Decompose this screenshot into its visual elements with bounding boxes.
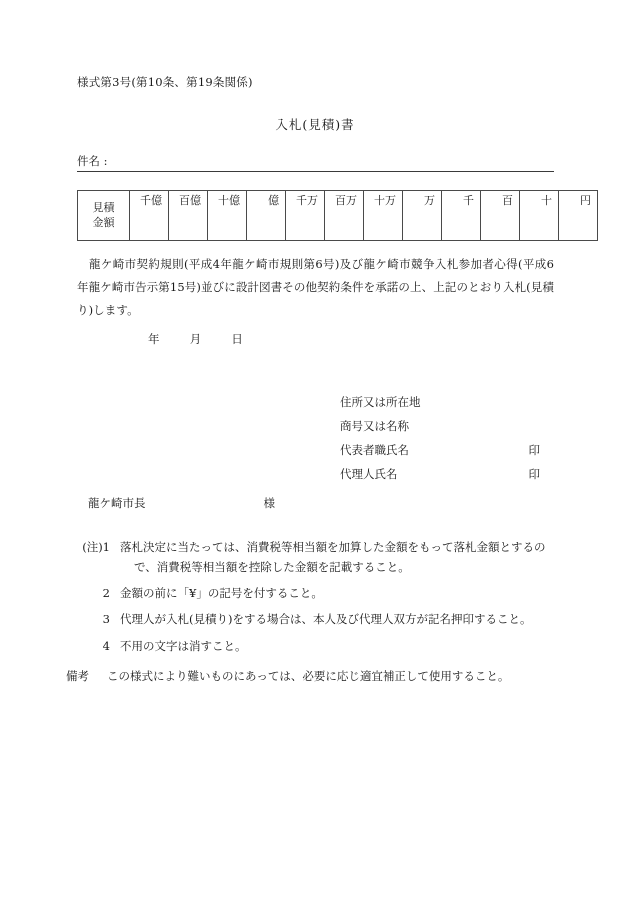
- amount-cell-juu-man[interactable]: [364, 191, 403, 241]
- unit-label-oku: 億: [268, 194, 279, 207]
- table-row: [78, 191, 598, 241]
- note-marker-4: 4: [102, 638, 110, 653]
- signature-row-agent[interactable]: [340, 462, 554, 486]
- unit-label-juu: 十: [541, 194, 552, 207]
- amount-cell-sen-man[interactable]: [286, 191, 325, 241]
- addressee-name: 龍ケ崎市長: [88, 496, 146, 510]
- amount-row-header-line1: 見積: [92, 200, 115, 214]
- note-body-4: [120, 636, 566, 656]
- note-item-4: [66, 636, 566, 656]
- note-text-1: 落札決定に当たっては、消費税等相当額を加算した金額をもって落札金額とするの: [120, 540, 546, 554]
- note-item-1: [66, 537, 566, 577]
- amount-cell-hyaku-man[interactable]: [325, 191, 364, 241]
- amount-cell-juu-oku[interactable]: [208, 191, 247, 241]
- subject-label: 件名 :: [77, 154, 108, 168]
- note-item-3: [66, 609, 566, 629]
- bid-amount-table: [77, 190, 598, 241]
- date-line: [148, 331, 243, 347]
- unit-label-sen-oku: 千億: [140, 194, 162, 207]
- addressee-honorific: 様: [263, 496, 275, 510]
- document-title: 入札(見積)書: [275, 117, 355, 132]
- note-item-2: [66, 583, 566, 603]
- date-month-label: 月: [189, 332, 202, 346]
- notes-section: [66, 537, 566, 662]
- note-text-2: 金額の前に「¥」の記号を付すること。: [120, 586, 323, 601]
- unit-label-sen: 千: [463, 194, 474, 207]
- note-continuation-1: で、消費税等相当額を控除した金額を記載すること。: [134, 560, 410, 575]
- seal-mark-agent: 印: [528, 467, 540, 481]
- unit-label-juu-oku: 十億: [218, 194, 240, 207]
- signature-row-company-name[interactable]: [340, 414, 554, 438]
- amount-cell-juu[interactable]: [520, 191, 559, 241]
- seal-mark-representative: 印: [528, 443, 540, 457]
- date-day-label: 日: [231, 332, 244, 346]
- amount-cell-oku[interactable]: [247, 191, 286, 241]
- unit-label-juu-man: 十万: [374, 194, 396, 207]
- note-marker-2: 2: [102, 586, 110, 601]
- signature-block: [340, 390, 554, 486]
- unit-label-hyaku: 百: [502, 194, 513, 207]
- note-marker-1: (注)1: [82, 540, 110, 554]
- note-text-4: 不用の文字は消すこと。: [120, 638, 247, 653]
- signature-label-address: 住所又は所在地: [340, 395, 421, 409]
- amount-cell-hyaku-oku[interactable]: [169, 191, 208, 241]
- amount-row-header-line2: 金額: [92, 215, 115, 229]
- note-body-2: [120, 583, 566, 603]
- unit-label-hyaku-oku: 百億: [179, 194, 201, 207]
- note-text-3: 代理人が入札(見積り)をする場合は、本人及び代理人双方が記名押印すること。: [120, 612, 532, 627]
- unit-label-en: 円: [580, 194, 591, 207]
- note-body-3: [120, 609, 566, 629]
- remarks-line: [66, 668, 566, 684]
- addressee-line: [88, 495, 275, 511]
- amount-cell-sen-oku[interactable]: [130, 191, 169, 241]
- signature-row-representative[interactable]: [340, 438, 554, 462]
- unit-label-man: 万: [424, 194, 435, 207]
- date-year-label: 年: [148, 332, 160, 346]
- note-body-1: [120, 537, 566, 577]
- agreement-paragraph: 龍ケ崎市契約規則(平成4年龍ケ崎市規則第6号)及び龍ケ崎市競争入札参加者心得(平成6年龍ケ崎市告示第15号)並びに設計図書その他契約条件を承諾の上、上記のとおり入札(見積り)します。: [77, 257, 554, 317]
- signature-label-representative: 代表者職氏名: [340, 443, 409, 457]
- signature-label-agent: 代理人氏名: [340, 467, 398, 481]
- amount-row-header: [78, 191, 130, 241]
- amount-cell-man[interactable]: [403, 191, 442, 241]
- form-identifier: 様式第3号(第10条、第19条関係): [77, 75, 253, 89]
- remarks-text: この様式により難いものにあっては、必要に応じ適宜補正して使用すること。: [107, 669, 510, 683]
- unit-label-hyaku-man: 百万: [335, 194, 357, 207]
- subject-field-row: [77, 152, 554, 172]
- signature-label-company-name: 商号又は名称: [340, 419, 409, 433]
- unit-label-sen-man: 千万: [296, 194, 318, 207]
- amount-cell-en[interactable]: [559, 191, 598, 241]
- signature-row-address[interactable]: [340, 390, 554, 414]
- amount-cell-hyaku[interactable]: [481, 191, 520, 241]
- note-marker-3: 3: [102, 612, 110, 627]
- amount-cell-sen[interactable]: [442, 191, 481, 241]
- remarks-label: 備考: [66, 669, 89, 683]
